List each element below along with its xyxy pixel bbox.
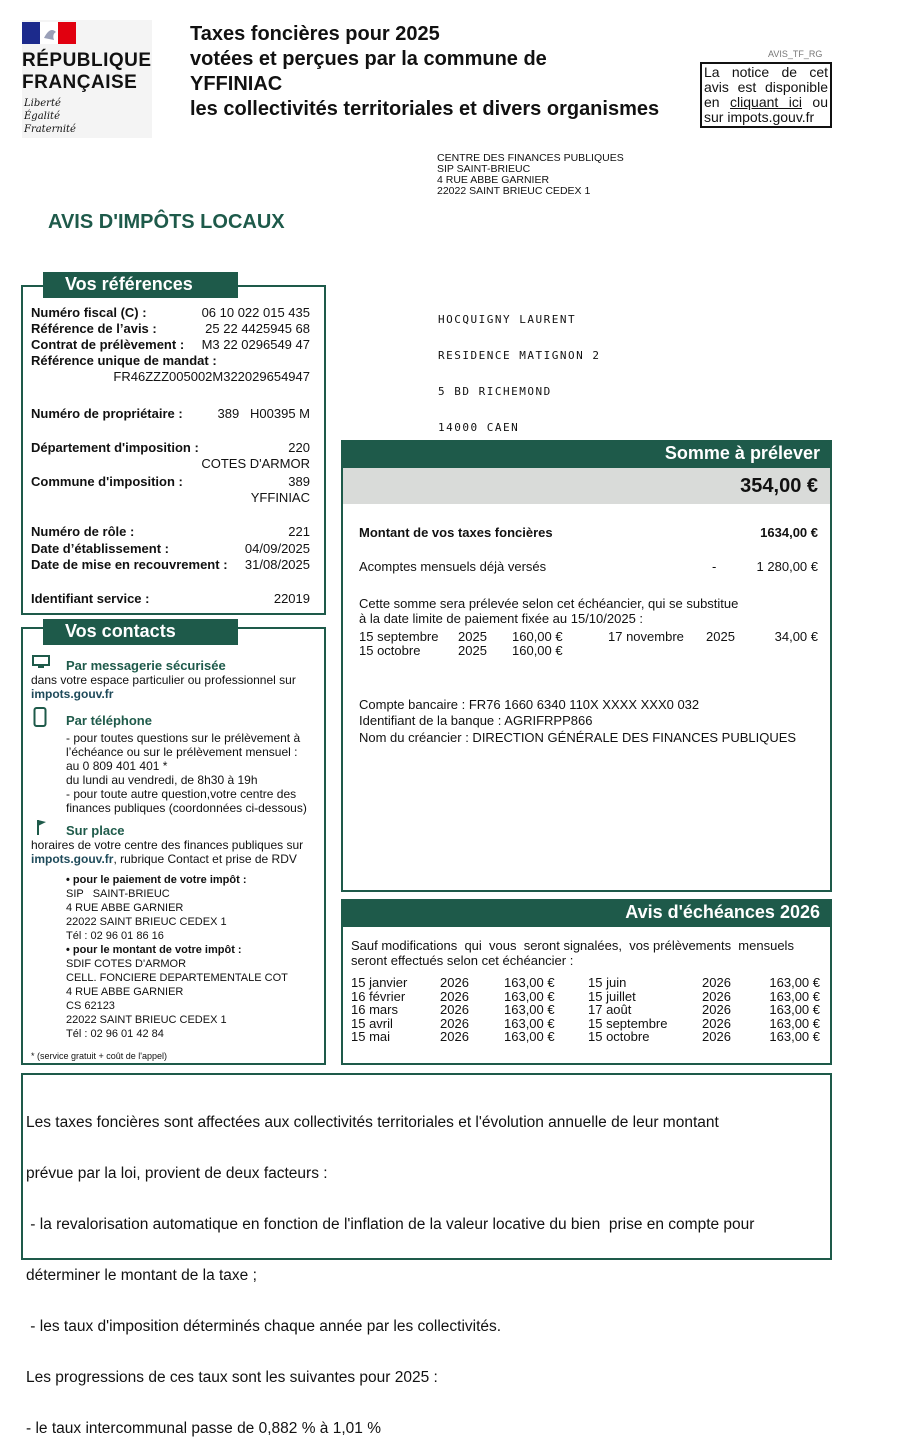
ref-avis-value: 25 22 4425945 68: [205, 321, 310, 336]
telephone-line: - pour toute autre question,votre centre des: [66, 787, 297, 801]
paiement-line: 4 RUE ABBE GARNIER: [66, 902, 184, 914]
echeance-year: 2026: [440, 1002, 469, 1018]
title-line-4: les collectivités territoriales et divers organismes: [190, 98, 660, 120]
bank-id: Identifiant de la banque : AGRIFRPP866: [359, 713, 593, 728]
proprietaire-value: 389 H00395 M: [217, 406, 310, 421]
info-line: déterminer le montant de la taxe ;: [26, 1267, 257, 1284]
echeance-row: [351, 1017, 571, 1031]
echeance-amount: 163,00 €: [504, 1015, 555, 1031]
info-line: Les progressions de ces taux sont les suivantes pour 2025 :: [26, 1369, 438, 1386]
motto-liberte: Liberté: [24, 98, 61, 109]
title-line-2: votées et perçues par la commune de: [190, 48, 547, 70]
creditor-name: Nom du créancier : DIRECTION GÉNÉRALE DES FINANCES PUBLIQUES: [359, 730, 797, 745]
document-header-title: [190, 22, 659, 122]
echeance-row: [351, 990, 571, 1004]
montant-line: 4 RUE ABBE GARNIER: [66, 986, 184, 998]
references-tab: Vos références: [43, 272, 238, 298]
surplace-suffix: , rubrique Contact et prise de RDV: [113, 852, 297, 866]
echeance-amount: 163,00 €: [504, 1002, 555, 1018]
schedule-date: 15 septembre: [359, 629, 439, 644]
echeance-year: 2026: [702, 1002, 731, 1018]
phone-icon: [33, 707, 47, 727]
schedule-year: 2025: [458, 629, 487, 644]
echeance-year: 2026: [702, 1029, 731, 1045]
notice-prefix: en: [704, 94, 731, 110]
echeance-amount: 163,00 €: [769, 1002, 820, 1018]
montant-taxes-label: Montant de vos taxes foncières: [359, 525, 553, 540]
commune-name: YFFINIAC: [250, 490, 310, 505]
notice-line-3: [704, 95, 828, 110]
departement-name: COTES D'ARMOR: [201, 456, 310, 471]
montant-taxes-value: 1634,00 €: [760, 525, 818, 540]
somme-amount: 354,00 €: [740, 475, 818, 497]
echeance-date: 15 mai: [351, 1029, 391, 1045]
echeance-amount: 163,00 €: [504, 975, 555, 990]
center-line: 22022 SAINT BRIEUC CEDEX 1: [437, 185, 591, 197]
echeance-amount: 163,00 €: [504, 988, 555, 1004]
marianne-flag-icon: [22, 22, 78, 46]
info-line: Les taxes foncières sont affectées aux collectivités territoriales et l'évolution annuelle de leur montant: [26, 1114, 719, 1131]
mandat-label: Référence unique de mandat :: [31, 353, 217, 368]
notice-line-4: sur impots.gouv.fr: [704, 109, 815, 125]
doc-title: AVIS D'IMPÔTS LOCAUX: [48, 211, 285, 233]
montant-line: Tél : 02 96 01 42 84: [66, 1028, 164, 1040]
role-label: Numéro de rôle :: [31, 524, 135, 539]
telephone-title: Par téléphone: [66, 713, 152, 728]
center-line: CENTRE DES FINANCES PUBLIQUES: [437, 152, 624, 164]
info-line: - le taux intercommunal passe de 0,882 % à 1,01 %: [26, 1420, 381, 1437]
telephone-line: du lundi au vendredi, de 8h30 à 19h: [66, 773, 258, 787]
montant-line: SDIF COTES D'ARMOR: [66, 958, 187, 970]
echeances-left: [351, 976, 571, 1044]
messagerie-title: Par messagerie sécurisée: [66, 658, 226, 673]
echeance-amount: 163,00 €: [769, 1029, 820, 1045]
paiement-block: [66, 873, 288, 1041]
info-line: - les taux d'imposition déterminés chaque année par les collectivités.: [26, 1318, 502, 1335]
service-value: 22019: [273, 591, 310, 606]
motto-fraternite: Fraternité: [24, 124, 76, 135]
notice-suffix: ou: [801, 94, 828, 110]
echeances-right: [588, 976, 820, 1044]
motto-egalite: Égalité: [24, 111, 60, 122]
impots-link-2[interactable]: impots.gouv.fr: [31, 852, 114, 866]
etablissement-label: Date d’établissement :: [31, 541, 169, 556]
logo-line-1: RÉPUBLIQUE: [22, 50, 152, 71]
echeance-date: 15 septembre: [588, 1015, 668, 1031]
echeance-row: [351, 1030, 571, 1044]
ref-avis-label: Référence de l’avis :: [31, 321, 157, 336]
footnote: * (service gratuit + coût de l'appel): [31, 1051, 168, 1061]
surplace-line-2: [31, 852, 297, 866]
echeance-year: 2026: [440, 988, 469, 1004]
echeancier-text-2: à la date limite de paiement fixée au 15/10/2025 :: [359, 611, 644, 626]
echeance-year: 2026: [702, 1015, 731, 1031]
mandat-value: FR46ZZZ005002M322029654947: [113, 369, 310, 384]
echeances-intro-2: seront effectués selon cet échéancier :: [351, 953, 574, 968]
info-line: - la revalorisation automatique en fonction de l'inflation de la valeur locative du bien prise en compte pour: [26, 1216, 755, 1233]
contrat-value: M3 22 0296549 47: [201, 337, 310, 352]
location-pin-icon: [32, 818, 48, 836]
notice-link[interactable]: cliquant ici: [730, 94, 802, 110]
montant-line: 22022 SAINT BRIEUC CEDEX 1: [66, 1014, 227, 1026]
schedule-year: 2025: [458, 643, 487, 658]
recipient-line: HOCQUIGNY LAURENT: [438, 313, 577, 326]
paiement-title-text: pour le paiement de votre impôt :: [72, 874, 247, 886]
echeance-date: 16 mars: [351, 1002, 398, 1018]
acomptes-sign: -: [712, 559, 717, 574]
echeance-amount: 163,00 €: [769, 988, 820, 1004]
echeance-date: 15 juin: [588, 975, 627, 990]
contrat-label: Contrat de prélèvement :: [31, 337, 185, 352]
notice-line-1: La notice de cet: [704, 64, 828, 80]
paiement-line: 22022 SAINT BRIEUC CEDEX 1: [66, 916, 227, 928]
montant-title: • pour le montant de votre impôt :: [66, 944, 242, 956]
service-label: Identifiant service :: [31, 591, 150, 606]
paiement-line: Tél : 02 96 01 86 16: [66, 930, 164, 942]
recouvrement-value: 31/08/2025: [244, 557, 310, 572]
departement-label: Département d'imposition :: [31, 440, 199, 455]
avis-code: AVIS_TF_RG: [768, 49, 823, 59]
montant-line: CS 62123: [66, 1000, 115, 1012]
schedule-date: 15 octobre: [359, 643, 421, 658]
echeance-year: 2026: [440, 975, 469, 990]
echeance-amount: 163,00 €: [769, 975, 820, 990]
republique-logo: [22, 20, 152, 138]
commune-label: Commune d'imposition :: [31, 474, 183, 489]
echeance-year: 2026: [702, 988, 731, 1004]
computer-icon: [32, 655, 50, 669]
echeance-date: 15 octobre: [588, 1029, 650, 1045]
title-line-1: Taxes foncières pour 2025: [190, 23, 440, 45]
center-line: 4 RUE ABBE GARNIER: [437, 174, 550, 186]
surplace-line: horaires de votre centre des finances publiques sur: [31, 838, 304, 852]
commune-code: 389: [288, 474, 310, 489]
echeance-row: [588, 1030, 820, 1044]
echeance-amount: 163,00 €: [504, 1029, 555, 1045]
echeance-amount: 163,00 €: [769, 1015, 820, 1031]
bank-account: Compte bancaire : FR76 1660 6340 110X XXXX XXX0 032: [359, 697, 700, 712]
proprietaire-label: Numéro de propriétaire :: [31, 406, 183, 421]
notice-line-2: avis est disponible: [704, 79, 828, 95]
etablissement-value: 04/09/2025: [244, 541, 310, 556]
paiement-title: • pour le paiement de votre impôt :: [66, 874, 247, 886]
echeance-row: [588, 990, 820, 1004]
echeances-intro-1: Sauf modifications qui vous seront signalées, vos prélèvements mensuels: [351, 938, 794, 953]
recipient-line: 14000 CAEN: [438, 421, 520, 434]
role-value: 221: [288, 524, 310, 539]
contacts-tab: Vos contacts: [43, 619, 238, 645]
schedule-amount: 34,00 €: [774, 629, 818, 644]
departement-code: 220: [288, 440, 310, 455]
echeance-year: 2026: [702, 975, 731, 990]
numero-fiscal-label: Numéro fiscal (C) :: [31, 305, 147, 320]
acomptes-label: Acomptes mensuels déjà versés: [359, 559, 547, 574]
echeance-year: 2026: [440, 1015, 469, 1031]
montant-line: CELL. FONCIERE DEPARTEMENTALE COT: [66, 972, 288, 984]
montant-title-text: pour le montant de votre impôt :: [72, 944, 242, 956]
echeancier-text-1: Cette somme sera prélevée selon cet échéancier, qui se substitue: [359, 596, 739, 611]
title-line-3: YFFINIAC: [190, 73, 283, 95]
telephone-details: [66, 731, 307, 815]
messagerie-line: dans votre espace particulier ou professionnel sur: [31, 673, 296, 687]
telephone-line: finances publiques (coordonnées ci-dessous): [66, 801, 307, 815]
echeance-row: [351, 976, 571, 990]
schedule-amount: 160,00 €: [512, 629, 563, 644]
echeance-date: 17 août: [588, 1002, 632, 1018]
telephone-line: l’échéance ou sur le prélèvement mensuel :: [66, 745, 298, 759]
recouvrement-label: Date de mise en recouvrement :: [31, 557, 228, 572]
notice-box: [700, 62, 832, 128]
impots-link[interactable]: impots.gouv.fr: [31, 687, 114, 701]
echeance-row: [351, 1003, 571, 1017]
center-line: SIP SAINT-BRIEUC: [437, 163, 531, 175]
recipient-address: [438, 290, 600, 446]
logo-line-2: FRANÇAISE: [22, 72, 138, 93]
somme-amount-band: [341, 468, 832, 504]
recipient-line: 5 BD RICHEMOND: [438, 385, 552, 398]
acomptes-value: 1 280,00 €: [756, 559, 818, 574]
echeance-row: [588, 1017, 820, 1031]
echeance-row: [588, 976, 820, 990]
schedule-amount: 160,00 €: [512, 643, 563, 658]
info-text: [26, 1080, 754, 1454]
echeance-year: 2026: [440, 1029, 469, 1045]
echeance-date: 15 juillet: [588, 988, 636, 1004]
echeance-date: 15 janvier: [351, 975, 408, 990]
echeances-title-bar: Avis d'échéances 2026: [341, 899, 832, 927]
surplace-title: Sur place: [66, 823, 125, 838]
recipient-line: RESIDENCE MATIGNON 2: [438, 349, 601, 362]
schedule-year: 2025: [706, 629, 735, 644]
paiement-line: SIP SAINT-BRIEUC: [66, 888, 170, 900]
echeance-date: 15 avril: [351, 1015, 393, 1031]
center-address: [437, 153, 624, 197]
telephone-line: - pour toutes questions sur le prélèvement à: [66, 731, 301, 745]
telephone-line: au 0 809 401 401 *: [66, 759, 168, 773]
somme-title-bar: Somme à prélever: [341, 440, 832, 468]
numero-fiscal-value: 06 10 022 015 435: [201, 305, 310, 320]
echeance-row: [588, 1003, 820, 1017]
schedule-date: 17 novembre: [608, 629, 684, 644]
echeance-date: 16 février: [351, 988, 406, 1004]
info-line: prévue par la loi, provient de deux facteurs :: [26, 1165, 328, 1182]
